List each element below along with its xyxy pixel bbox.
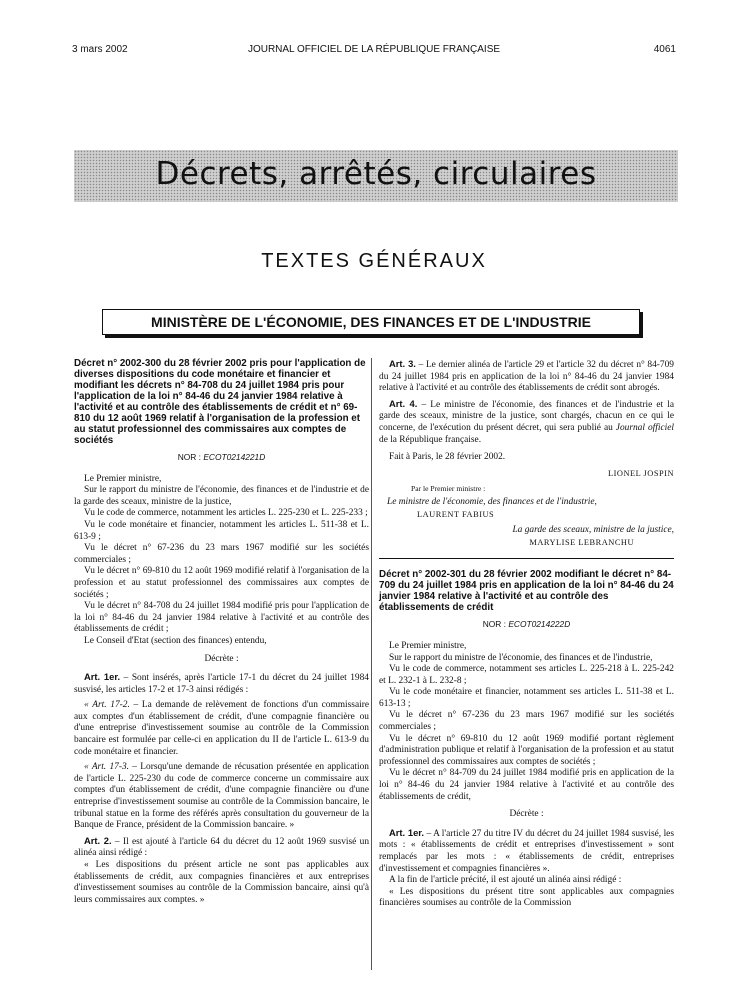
paragraph: Vu le décret n° 69-810 du 12 août 1969 modifié portant règlement d'administration publique et relatif à l'organisation de la profession et au statut professionnel des commissaires aux comptes de sociétés ; — [379, 733, 674, 767]
ministry-box: MINISTÈRE DE L'ÉCONOMIE, DES FINANCES ET DE L'INDUSTRIE — [102, 309, 640, 335]
decree-1-title: Décret n° 2002-300 du 28 février 2002 pris pour l'application de diverses dispositions du code monétaire et financier et modifiant les décrets n° 84-708 du 24 juillet 1984 pris pour l'application de la loi n° 84-46 du 24 janvier 1984 relative à l'activité et au contrôle des établissements de crédit et n° 69-810 du 12 août 1969 relatif à l'organisation de la profession et au statut professionnel des commissaires aux comptes de sociétés — [74, 358, 366, 446]
paragraph: Vu le décret n° 67-236 du 23 mars 1967 modifié sur les sociétés commerciales ; — [74, 543, 369, 565]
paragraph: Vu le code de commerce, notamment ses articles L. 225-218 à L. 225-242 et L. 232-1 à L. 232-8 ; — [379, 664, 674, 686]
paragraph: Vu le code monétaire et financier, notamment ses articles L. 511-38 et L. 613-13 ; — [379, 687, 674, 709]
paragraph: Sur le rapport du ministre de l'économie, des finances et de l'industrie, — [389, 652, 653, 663]
paragraph: Vu le décret n° 67-236 du 23 mars 1967 modifié sur les sociétés commerciales ; — [379, 710, 674, 733]
article-3 — [379, 358, 674, 395]
paragraph: A la fin de l'article précité, il est ajouté un alinéa ainsi rédigé : — [389, 875, 622, 886]
paragraph: Vu le décret n° 84-708 du 24 juillet 1984 modifié pris pour l'application de la loi n° 84-46 du 24 janvier 1984 relative à l'activité et au contrôle des établissements de crédit ; — [74, 601, 369, 635]
decrete-heading: Décrète : — [509, 809, 544, 820]
decree-2-title: Décret n° 2002-301 du 28 février 2002 modifiant le décret n° 84-709 du 24 juillet 1984 pris en application de la loi n° 84-46 du 24 janvier 1984 relative à l'activité et au contrôle des établissements de crédit — [379, 569, 674, 614]
quote-text: – La demande de relèvement de fonctions d'un commissaire aux comptes d'un établissement de crédit, d'une compagnie financière ou d'une entreprise d'investissement soumise au contrôle de la Commission bancaire est formulée par celle-ci en application du II de l'article L. 613-9 du code monétaire et financier. — [74, 700, 369, 757]
quote-label: « Art. 17-2. — [84, 700, 130, 711]
minister-1-role: Le ministre de l'économie, des finances et de l'industrie, — [387, 496, 597, 507]
decrete-heading: Décrète : — [204, 653, 239, 664]
article-4 — [379, 398, 674, 446]
quoted-article-17-3 — [74, 762, 369, 832]
minister-2-role: La garde des sceaux, ministre de la justice, — [512, 525, 674, 536]
article-label: Art. 1er. — [389, 826, 425, 838]
quote-text: – Lorsqu'une demande de récusation présentée en application de l'article L. 225-230 du code de commerce concerne un commissaire aux comptes d'un établissement de crédit, d'une compagnie financière ou d'une entreprise d'investissement soumise au contrôle de la Commission bancaire, le tribunal statue en la forme des référés après consultation du gouverneur de la Banque de France, président de la Commission bancaire. » — [74, 762, 369, 831]
left-column — [74, 358, 369, 906]
paragraph: Le Premier ministre, — [84, 473, 162, 484]
article-1 — [74, 671, 369, 696]
decree-2-nor — [379, 619, 674, 631]
banner-title: Décrets, arrêtés, circulaires — [155, 156, 597, 192]
journal-name: Journal officiel — [615, 422, 674, 433]
article-label: Art. 2. — [84, 834, 112, 846]
signature-minister-1: LAURENT FABIUS — [417, 509, 495, 519]
article-1 — [379, 827, 674, 875]
nor-label: NOR : — [482, 619, 509, 630]
signature-prime-minister: LIONEL JOSPIN — [608, 468, 674, 478]
header-date: 3 mars 2002 — [72, 44, 128, 55]
paragraph: Vu le code de commerce, notamment les articles L. 225-230 et L. 225-233 ; — [84, 508, 368, 519]
decree-1-nor — [74, 452, 369, 464]
right-column — [379, 358, 674, 910]
article-text: – Il est ajouté à l'article 64 du décret du 12 août 1969 susvisé un alinéa ainsi rédigé : — [74, 836, 370, 859]
article-label: Art. 4. — [389, 397, 418, 409]
paragraph: Sur le rapport du ministre de l'économie, des finances et de l'industrie et de la garde des sceaux, ministre de la justice, — [74, 485, 369, 507]
for-prime-minister: Par le Premier ministre : — [411, 484, 486, 494]
signature-minister-2: MARYLISE LEBRANCHU — [529, 537, 634, 547]
header-journal-title: JOURNAL OFFICIEL DE LA RÉPUBLIQUE FRANÇAISE — [247, 44, 501, 55]
quote-label: « Art. 17-3. — [84, 762, 129, 773]
article-text: – Sont insérés, après l'article 17-1 du décret du 24 juillet 1984 susvisé, les articles 17-2 et 17-3 ainsi rédigés : — [74, 673, 369, 695]
article-label: Art. 3. — [389, 358, 416, 369]
paragraph: Vu le décret n° 84-709 du 24 juillet 1984 modifié pris en application de la loi n° 84-46 du 24 janvier 1984 relative à l'activité et au contrôle des établissements de crédit, — [379, 768, 674, 802]
quoted-article-17-2 — [74, 700, 369, 758]
article-text: – A l'article 27 du titre IV du décret du 24 juillet 1984 susvisé, les mots : « établissements de crédit et entreprises d'investissement » sont remplacés par les mots : « établissements de crédit, entreprises d'investissement et compagnies financières ». — [379, 828, 674, 874]
paragraph: Le Conseil d'Etat (section des finances) entendu, — [84, 635, 267, 646]
section-heading: TEXTES GÉNÉRAUX — [261, 250, 487, 272]
article-label: Art. 1er. — [84, 671, 121, 683]
article-text: de la République française. — [379, 434, 482, 445]
article-text: – Le ministre de l'économie, des finances et de l'industrie et la garde des sceaux, ministre de la justice, sont chargés, chacun en ce qui le concerne, de l'exécution du présent décret, qui sera publié au — [379, 399, 674, 433]
header-page-number: 4061 — [653, 44, 676, 55]
nor-code: ECOT0214222D — [508, 619, 571, 630]
article-2 — [74, 835, 369, 860]
page-header — [72, 44, 676, 58]
paragraph: « Les dispositions du présent titre sont applicables aux compagnies financières soumises au contrôle de la Commission — [379, 886, 674, 909]
paragraph: Vu le code monétaire et financier, notamment les articles L. 511-38 et L. 613-9 ; — [74, 519, 369, 542]
nor-code: ECOT0214221D — [203, 452, 266, 462]
paragraph: Vu le décret n° 69-810 du 12 août 1969 modifié relatif à l'organisation de la profession et au statut professionnel des commissaires aux comptes de sociétés ; — [74, 566, 369, 600]
paragraph: « Les dispositions du présent article ne sont pas applicables aux établissements de crédit, aux compagnies financières et aux entreprises d'investissement soumises au contrôle de la Commission bancaire, ainsi qu'à leurs commissaires aux comptes. » — [74, 860, 369, 905]
nor-label: NOR : — [177, 452, 204, 462]
column-divider — [371, 358, 372, 970]
decree-separator — [379, 558, 674, 559]
section-banner — [74, 150, 678, 202]
article-text: – Le dernier alinéa de l'article 29 et l'article 32 du décret n° 84-709 du 24 juillet 1984 pris en application de la loi n° 84-46 du 24 janvier 1984 relative à l'activité et au contrôle des établissements de crédit sont abrogés. — [379, 360, 674, 394]
paragraph: Le Premier ministre, — [389, 640, 467, 651]
place-date: Fait à Paris, le 28 février 2002. — [389, 452, 506, 463]
